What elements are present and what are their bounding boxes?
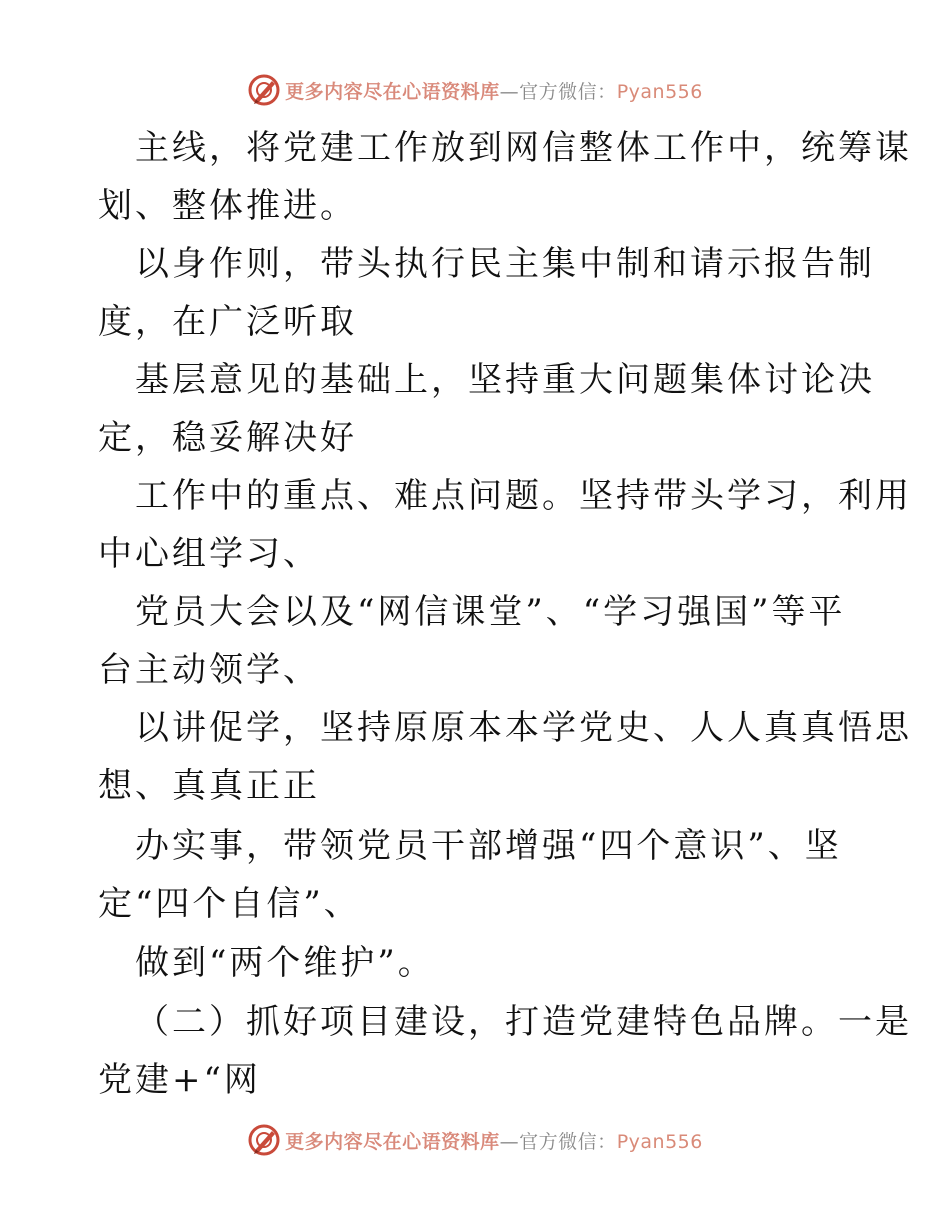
watermark-dash: — — [499, 80, 520, 103]
paragraph-line: 办实事，带领党员干部增强“四个意识”、坚 — [135, 826, 842, 866]
paragraph-line: 中心组学习、 — [98, 534, 320, 574]
paragraph-line: 定“四个自信”、 — [98, 884, 361, 924]
paragraph-line: 工作中的重点、难点问题。坚持带头学习，利用 — [135, 476, 912, 516]
paragraph-line: 划、整体推进。 — [98, 186, 357, 226]
paragraph-line: 以身作则，带头执行民主集中制和请示报告制 — [135, 244, 875, 284]
footer-watermark — [0, 1120, 950, 1160]
watermark-main-text: 更多内容尽在心语资料库 — [285, 80, 500, 103]
paragraph-line: 以讲促学，坚持原原本本学党史、人人真真悟思 — [135, 708, 912, 748]
pen-logo-icon — [247, 1123, 281, 1157]
watermark-dash: — — [499, 1130, 520, 1153]
paragraph-line: 党员大会以及“网信课堂”、“学习强国”等平 — [135, 592, 846, 632]
watermark-main-text: 更多内容尽在心语资料库 — [285, 1130, 500, 1153]
watermark-text — [285, 1127, 703, 1154]
watermark-id-text: Pyan556 — [616, 80, 703, 103]
paragraph-line: 做到“两个维护”。 — [135, 943, 435, 983]
paragraph-line: 台主动领学、 — [98, 650, 320, 690]
paragraph-line: 定，稳妥解决好 — [98, 418, 357, 458]
paragraph-line: 度，在广泛听取 — [98, 302, 357, 342]
paragraph-line: 想、真真正正 — [98, 766, 320, 806]
watermark-id-text: Pyan556 — [616, 1130, 703, 1153]
watermark-sub-text: 官方微信： — [519, 80, 617, 103]
watermark-sub-text: 官方微信： — [519, 1130, 617, 1153]
paragraph-line: （二）抓好项目建设，打造党建特色品牌。一是 — [135, 1002, 912, 1042]
paragraph-line: 基层意见的基础上，坚持重大问题集体讨论决 — [135, 360, 875, 400]
paragraph-line: 主线，将党建工作放到网信整体工作中，统筹谋 — [135, 128, 912, 168]
paragraph-line: 党建+“网 — [98, 1060, 261, 1100]
